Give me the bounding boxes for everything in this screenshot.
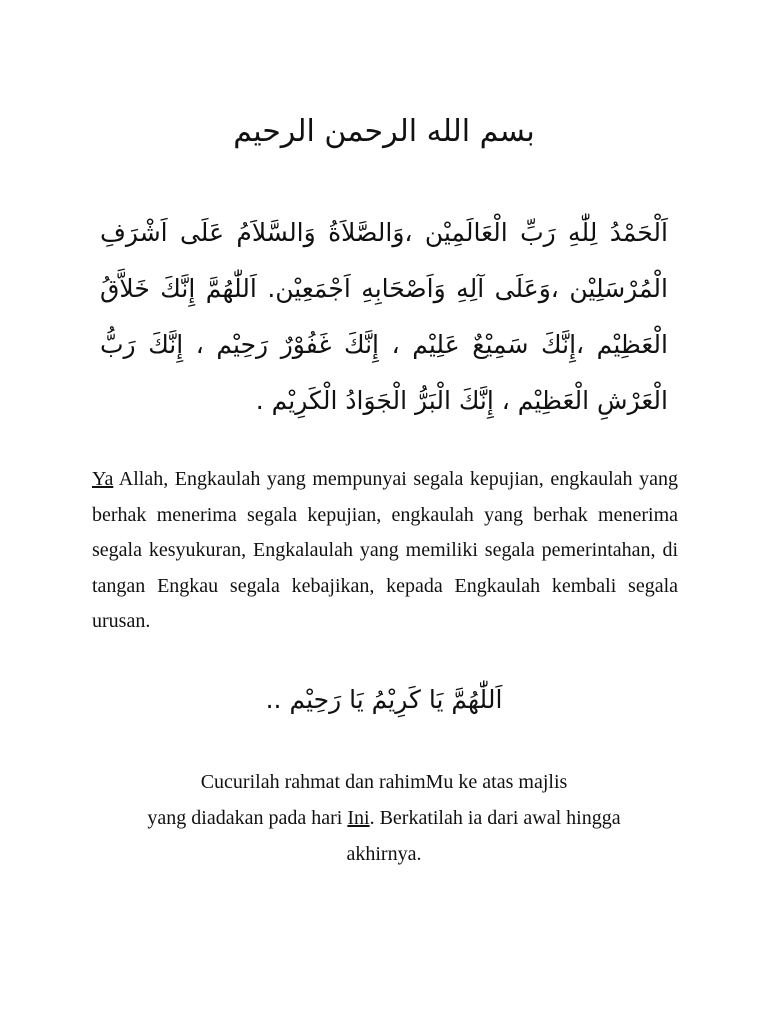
closing-line-3: akhirnya. xyxy=(346,843,422,865)
closing-line-2-end: . Berkatilah ia dari awal hingga xyxy=(369,807,621,829)
underlined-word-ya: Ya xyxy=(92,468,114,490)
closing-line-1: Cucurilah rahmat dan rahimMu ke atas majlis xyxy=(200,771,568,793)
malay-paragraph-text: Allah, Engkaulah yang mempunyai segala kepujian, engkaulah yang berhak menerima segala kepujian, engkaulah yang berhak menerima segala kesyukuran, Engkalaulah yang memiliki segala pemerintahan, di tangan Engkau segala kebajikan, kepada Engkaulah kembali segala urusan. xyxy=(92,468,678,632)
basmalah-heading: بسم الله الرحمن الرحيم xyxy=(233,114,535,149)
arabic-doa-line: اَللّٰهُمَّ يَا كَرِيْمُ يَا رَحِيْم .. xyxy=(265,685,503,714)
closing-line-2 xyxy=(0,800,768,836)
arabic-praise-paragraph: اَلْحَمْدُ لِلّٰهِ رَبِّ الْعَالَمِيْن ،وَالصَّلاَةُ وَالسَّلاَمُ عَلَى اَشْرَفِ الْمُرْسَلِيْن ،وَعَلَى آلِهِ وَاَصْحَابِهِ اَجْمَعِيْن. اَللّٰهُمَّ إِنَّكَ خَلاَّقُ الْعَظِيْم ،إِنَّكَ سَمِيْعٌ عَلِيْم ، إِنَّكَ غَفُوْرٌ رَحِيْم ، إِنَّكَ رَبُّ الْعَرْشِ الْعَظِيْم ، إِنَّكَ الْبَرُّ الْجَوَادُ الْكَرِيْم . xyxy=(100,218,668,415)
underlined-word-ini: Ini xyxy=(347,807,370,829)
closing-prayer xyxy=(0,764,768,872)
closing-line-2-start: yang diadakan pada hari xyxy=(147,807,348,829)
malay-translation-paragraph xyxy=(92,462,678,640)
